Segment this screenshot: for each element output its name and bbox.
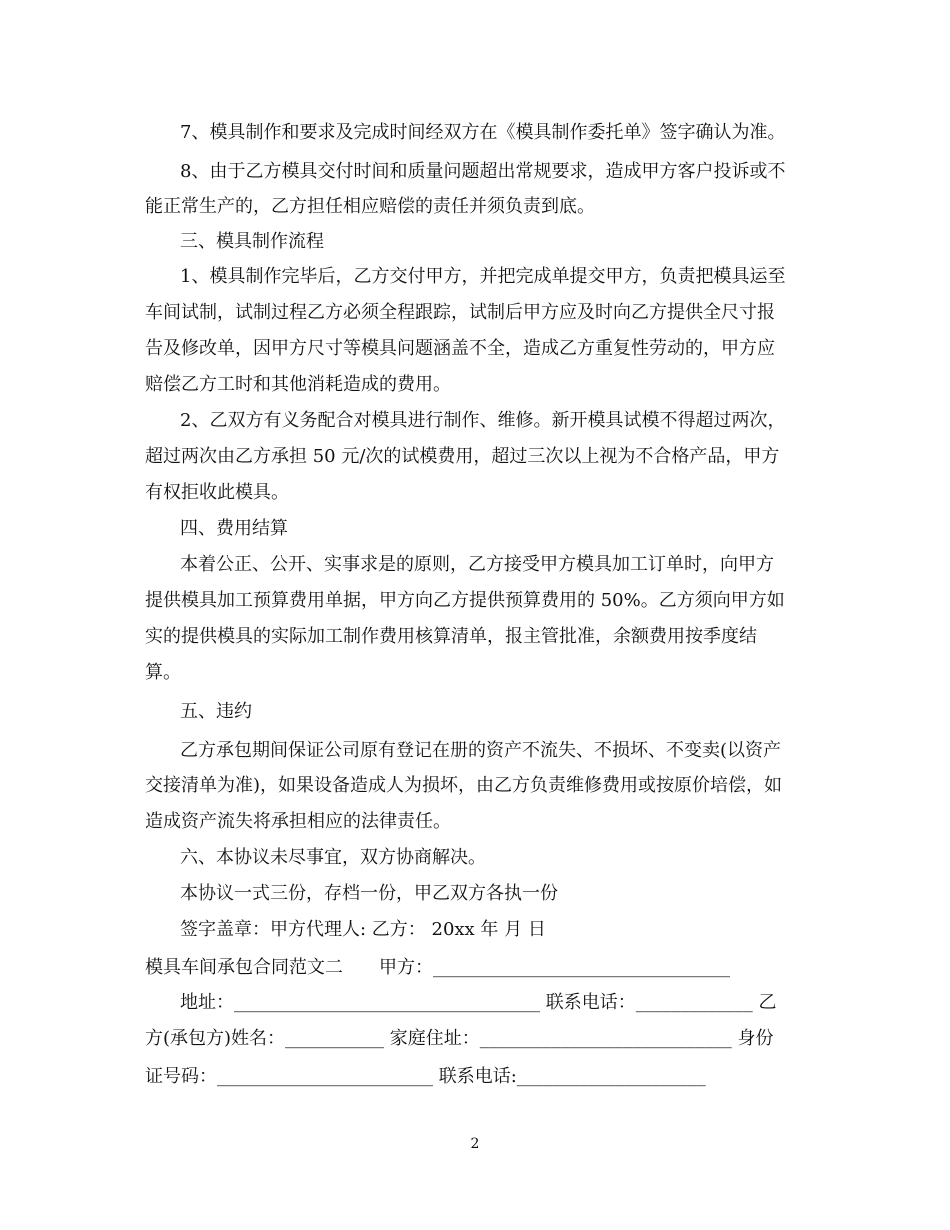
id-phone-line: 证号码：________________________ 联系电话:_____________________ [145, 1066, 706, 1087]
text-line: 有权拒收此模具。 [145, 482, 289, 503]
text-line: 本协议一式三份，存档一份，甲乙双方各执一份 [180, 883, 558, 904]
text-line: 车间试制，试制过程乙方必须全程跟踪，试制后甲方应及时向乙方提供全尺寸报 [145, 302, 775, 323]
text-line: 告及修改单，因甲方尺寸等模具问题涵盖不全，造成乙方重复性劳动的，甲方应 [145, 338, 775, 359]
text-line: 能正常生产的，乙方担任相应赔偿的责任并须负责到底。 [145, 196, 595, 217]
section-heading-3: 三、模具制作流程 [180, 231, 324, 252]
page-number: 2 [470, 1136, 480, 1152]
text-line: 赔偿乙方工时和其他消耗造成的费用。 [145, 374, 451, 395]
text-line: 超过两次由乙方承担 50 元/次的试模费用，超过三次以上视为不合格产品，甲方 [145, 446, 780, 467]
signature-line: 签字盖章：甲方代理人: 乙方： 20xx 年 月 日 [180, 919, 546, 940]
text-line: 造成资产流失将承担相应的法律责任。 [145, 811, 451, 832]
text-line: 乙方承包期间保证公司原有登记在册的资产不流失、不损坏、不变卖(以资产 [180, 740, 782, 761]
section-heading-5: 五、违约 [180, 701, 252, 722]
text-line: 提供模具加工预算费用单据，甲方向乙方提供预算费用的 50%。乙方须向甲方如 [145, 590, 785, 611]
text-line: 实的提供模具的实际加工制作费用核算清单，报主管批准，余额费用按季度结 [145, 626, 757, 647]
address-phone-line: 地址：__________________________________ 联系电话：_____________ 乙 [180, 992, 777, 1013]
text-line: 1、模具制作完毕后，乙方交付甲方，并把完成单提交甲方，负责把模具运至 [180, 266, 786, 287]
text-line: 交接清单为准)，如果设备造成人为损坏，由乙方负责维修费用或按原价培偿，如 [145, 775, 783, 796]
text-line-clause-7: 7、模具制作和要求及完成时间经双方在《模具制作委托单》签字确认为准。 [180, 122, 786, 143]
contract-title-line: 模具车间承包合同范文二 甲方：_________________________________ [145, 957, 730, 978]
text-line: 本着公正、公开、实事求是的原则，乙方接受甲方模具加工订单时，向甲方 [180, 554, 774, 575]
section-heading-4: 四、费用结算 [180, 518, 288, 539]
text-line-clause-8: 8、由于乙方模具交付时间和质量问题超出常规要求，造成甲方客户投诉或不 [180, 161, 786, 182]
text-line: 算。 [145, 662, 181, 683]
text-line: 2、乙双方有义务配合对模具进行制作、维修。新开模具试模不得超过两次， [180, 410, 786, 431]
name-address-line: 方(承包方)姓名：___________ 家庭住址：____________________________ 身份 [145, 1028, 774, 1049]
section-heading-6: 六、本协议未尽事宜，双方协商解决。 [180, 847, 486, 868]
